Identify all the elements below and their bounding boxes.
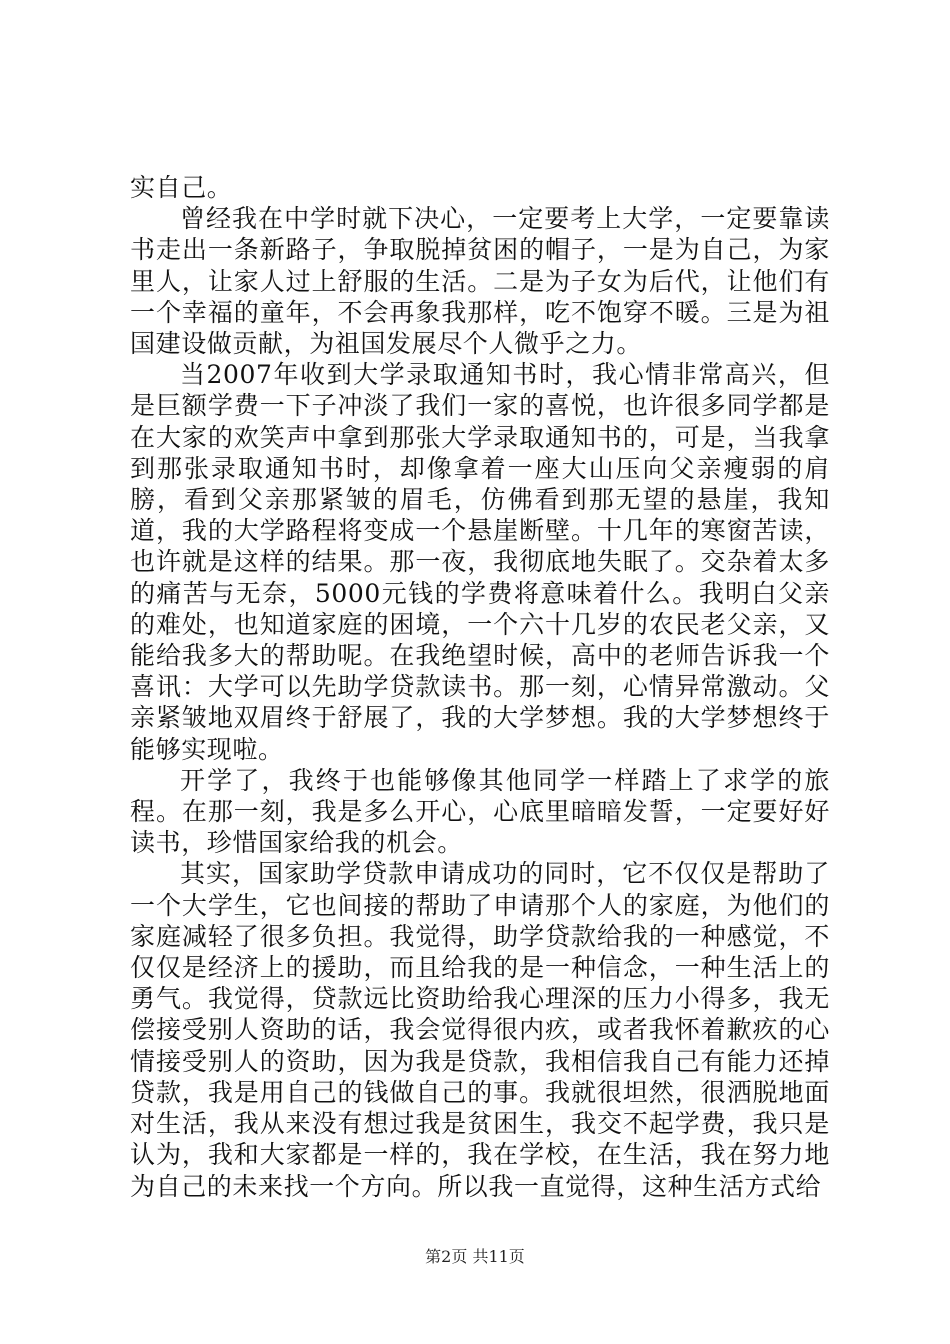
- paragraph: 当2007年收到大学录取通知书时，我心情非常高兴，但是巨额学费一下子冲淡了我们一家的喜悦，也许很多同学都是在大家的欢笑声中拿到那张大学录取通知书的，可是，当我拿到那张录取通知书时，却像拿着一座大山压向父亲瘦弱的肩膀，看到父亲那紧皱的眉毛，仿佛看到那无望的悬崖，我知道，我的大学路程将变成一个悬崖断壁。十几年的寒窗苦读，也许就是这样的结果。那一夜，我彻底地失眠了。交杂着太多的痛苦与无奈，5000元钱的学费将意味着什么。我明白父亲的难处，也知道家庭的困境，一个六十几岁的农民老父亲，又能给我多大的帮助呢。在我绝望时候，高中的老师告诉我一个喜讯：大学可以先助学贷款读书。那一刻，心情异常激动。父亲紧皱地双眉终于舒展了，我的大学梦想。我的大学梦想终于能够实现啦。: [130, 360, 830, 764]
- paragraph-continuation: 实自己。: [130, 173, 233, 202]
- paragraph: 其实，国家助学贷款申请成功的同时，它不仅仅是帮助了一个大学生，它也间接的帮助了申请那个人的家庭，为他们的家庭减轻了很多负担。我觉得，助学贷款给我的一种感觉，不仅仅是经济上的援助，而且给我的是一种信念，一种生活上的勇气。我觉得，贷款远比资助给我心理深的压力小得多，我无偿接受别人资助的话，我会觉得很内疚，或者我怀着歉疚的心情接受别人的资助，因为我是贷款，我相信我自己有能力还掉贷款，我是用自己的钱做自己的事。我就很坦然，很洒脱地面对生活，我从来没有想过我是贫困生，我交不起学费，我只是认为，我和大家都是一样的，我在学校，在生活，我在努力地为自己的未来找一个方向。所以我一直觉得，这种生活方式给: [130, 859, 830, 1201]
- paragraph: 开学了，我终于也能够像其他同学一样踏上了求学的旅程。在那一刻，我是多么开心，心底里暗暗发誓，一定要好好读书，珍惜国家给我的机会。: [130, 765, 830, 858]
- page-number-footer: 第2页 共11页: [425, 1247, 525, 1266]
- document-body: [130, 172, 830, 1202]
- paragraph: 曾经我在中学时就下决心，一定要考上大学，一定要靠读书走出一条新路子，争取脱掉贫困的帽子，一是为自己，为家里人，让家人过上舒服的生活。二是为子女为后代，让他们有一个幸福的童年，不会再象我那样，吃不饱穿不暖。三是为祖国建设做贡献，为祖国发展尽个人微乎之力。: [130, 204, 830, 359]
